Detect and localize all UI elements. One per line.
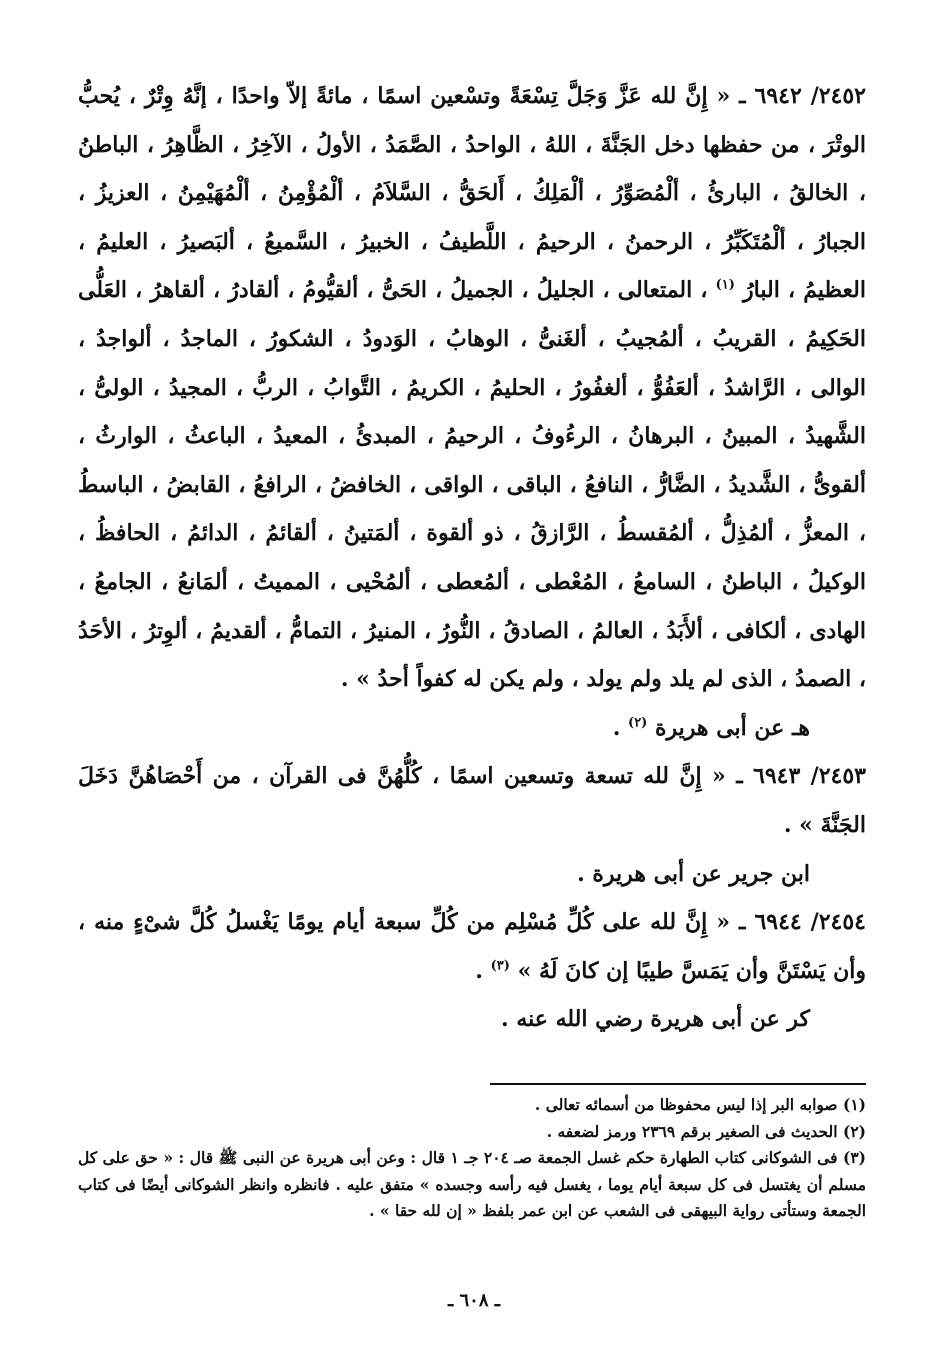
hadith-source bbox=[78, 704, 866, 753]
source-end: . bbox=[612, 714, 621, 741]
source-text: ابن جرير عن أبى هريرة . bbox=[577, 860, 810, 887]
hadith-text: « إِنَّ لله عَزَّ وَجَلَّ تِسْعَةً وتسْعين اسمًا ، مائةً إلاّ واحدًا ، إنَّهُ وِتْرٌ ، يُحبُّ الوتْرَ ، من حفظها دخل الجَنَّةَ ، اللهُ ، الواحدُ ، الصَّمَدُ ، الأولُ ، الآخِرُ ، الظَّاهِرُ ، الباطنُ ، الخالقُ ، البارئُ ، ألْمُصَوِّرُ ، ألْمَلِكُ ، أَلحَقُّ ، السَّلاَمُ ، ألْمُؤْمِنُ ، ألْمُهَيْمِنُ ، العزيزُ ، الجبارُ ، ألْمُتَكَبِّرُ ، الرحمنُ ، الرحيمُ ، اللَّطيفُ ، الخبيرُ ، السَّميعُ ، ألبَصيرُ ، العليمُ ، العظيمُ ، البارُ bbox=[78, 83, 866, 304]
page-number: ـ ٦٠٨ ـ bbox=[447, 1290, 501, 1311]
hadith-number: ٢٤٥٢/ ٦٩٤٢ ـ bbox=[739, 83, 866, 109]
main-text bbox=[78, 72, 866, 1044]
footnote-ref[interactable]: (٣) bbox=[490, 958, 510, 974]
hadith-number: ٢٤٥٤/ ٦٩٤٤ ـ bbox=[739, 909, 866, 936]
source-text: هـ عن أبى هريرة bbox=[655, 714, 810, 741]
source-text: كر عن أبى هريرة رضي الله عنه . bbox=[501, 1006, 810, 1033]
hadith-2452 bbox=[78, 72, 866, 704]
hadith-text-continued: . bbox=[475, 957, 483, 984]
footnotes bbox=[78, 1092, 866, 1225]
hadith-number: ٢٤٥٣/ ٦٩٤٣ ـ bbox=[736, 763, 866, 790]
footnote-1: (١) صوابه البر إذا ليس محفوظا من أسمائه تعالى . bbox=[534, 1095, 866, 1114]
hadith-2453 bbox=[78, 752, 866, 849]
footnote-3: (٣) فى الشوكانى كتاب الطهارة حكم غسل الجمعة صـ ٢٠٤ جـ ١ قال : وعن أبى هريرة عن النبى ﷺ قال : « حق على كل مسلم أن يغتسل فى كل سبعة أيام يوما ، يغسل فيه رأسه وجسده » متفق عليه . فانظره وانظر الشوكانى أيضًا فى كتاب الجمعة وستأتى رواية البيهقى فى الشعب عن ابن عمر بلفظ « إن لله حقا » . bbox=[78, 1148, 866, 1220]
hadith-text: « إِنَّ لله على كُلِّ مُسْلِم من كُلِّ سبعة أيام يومًا يَغْسلُ كُلَّ شىْءٍ منه ، وأن يَسْتَنَّ وأن يَمَسَّ طيبًا إن كانَ لَهُ » bbox=[78, 909, 866, 984]
hadith-2454 bbox=[78, 898, 866, 995]
hadith-text-continued: ، المتعالى ، الجليلُ ، الجميلُ ، الحَىُّ ، ألقيُّومُ ، ألقادرُ ، ألقاهرُ ، العَلُّى الحَكِيمُ ، القريبُ ، ألمُجيبُ ، ألغَنىُّ ، الوهابُ ، الوَدودُ ، الشكورُ ، الماجدُ ، ألواجدُ ، الوالى ، الرَّاشدُ ، ألعَفُوُّ ، ألغفُورُ ، الحليمُ ، الكريمُ ، التَّوابُ ، الربُّ ، المجيدُ ، الولىُّ ، الشَّهيدُ ، المبينُ ، البرهانُ ، الرءُوفُ ، الرحيمُ ، المبدئُ ، المعيدُ ، الباعثُ ، الوارثُ ، ألقوىُّ ، الشَّديدُ ، الضَّارُّ ، النافعُ ، الباقى ، الواقى ، الخافضُ ، الرافعُ ، القابضُ ، الباسطُ ، المعزُّ ، ألمُذِلُّ ، ألمُقسطُ ، الرَّازقُ ، ذو ألقوة ، ألمَتينُ ، ألقائمُ ، الدائمُ ، الحافظُ ، الوكيلُ ، الباطنُ ، السامعُ ، المُعْطى ، ألمُعطى ، ألمُحْيى ، المميتُ ، ألمَانعُ ، الجامعُ ، الهادى ، ألكافى ، ألأَبَدُ ، العالمُ ، الصادقُ ، النُّورُ ، المنيرُ ، التمامُّ ، ألقديمُ ، ألوِترُ ، الأحَدُ ، الصمدُ ، الذى لم يلد ولم يولد ، ولم يكن له كفواً أحدُ » . bbox=[78, 277, 866, 693]
footnote-ref[interactable]: (٢) bbox=[628, 715, 648, 731]
footnote-ref[interactable]: (١) bbox=[715, 278, 735, 294]
footnote-divider bbox=[490, 1083, 866, 1085]
footnote-2: (٢) الحديث فى الصغير برقم ٢٣٦٩ ورمز لضعفه . bbox=[546, 1121, 866, 1141]
hadith-text: « إِنَّ لله تسعة وتسعين اسمًا ، كُلُّهُنَّ فى القرآن ، من أَحْصَاهُنَّ دَخَلَ الجَنَّةَ » . bbox=[78, 763, 866, 838]
hadith-source bbox=[78, 995, 866, 1044]
hadith-source bbox=[78, 850, 866, 899]
